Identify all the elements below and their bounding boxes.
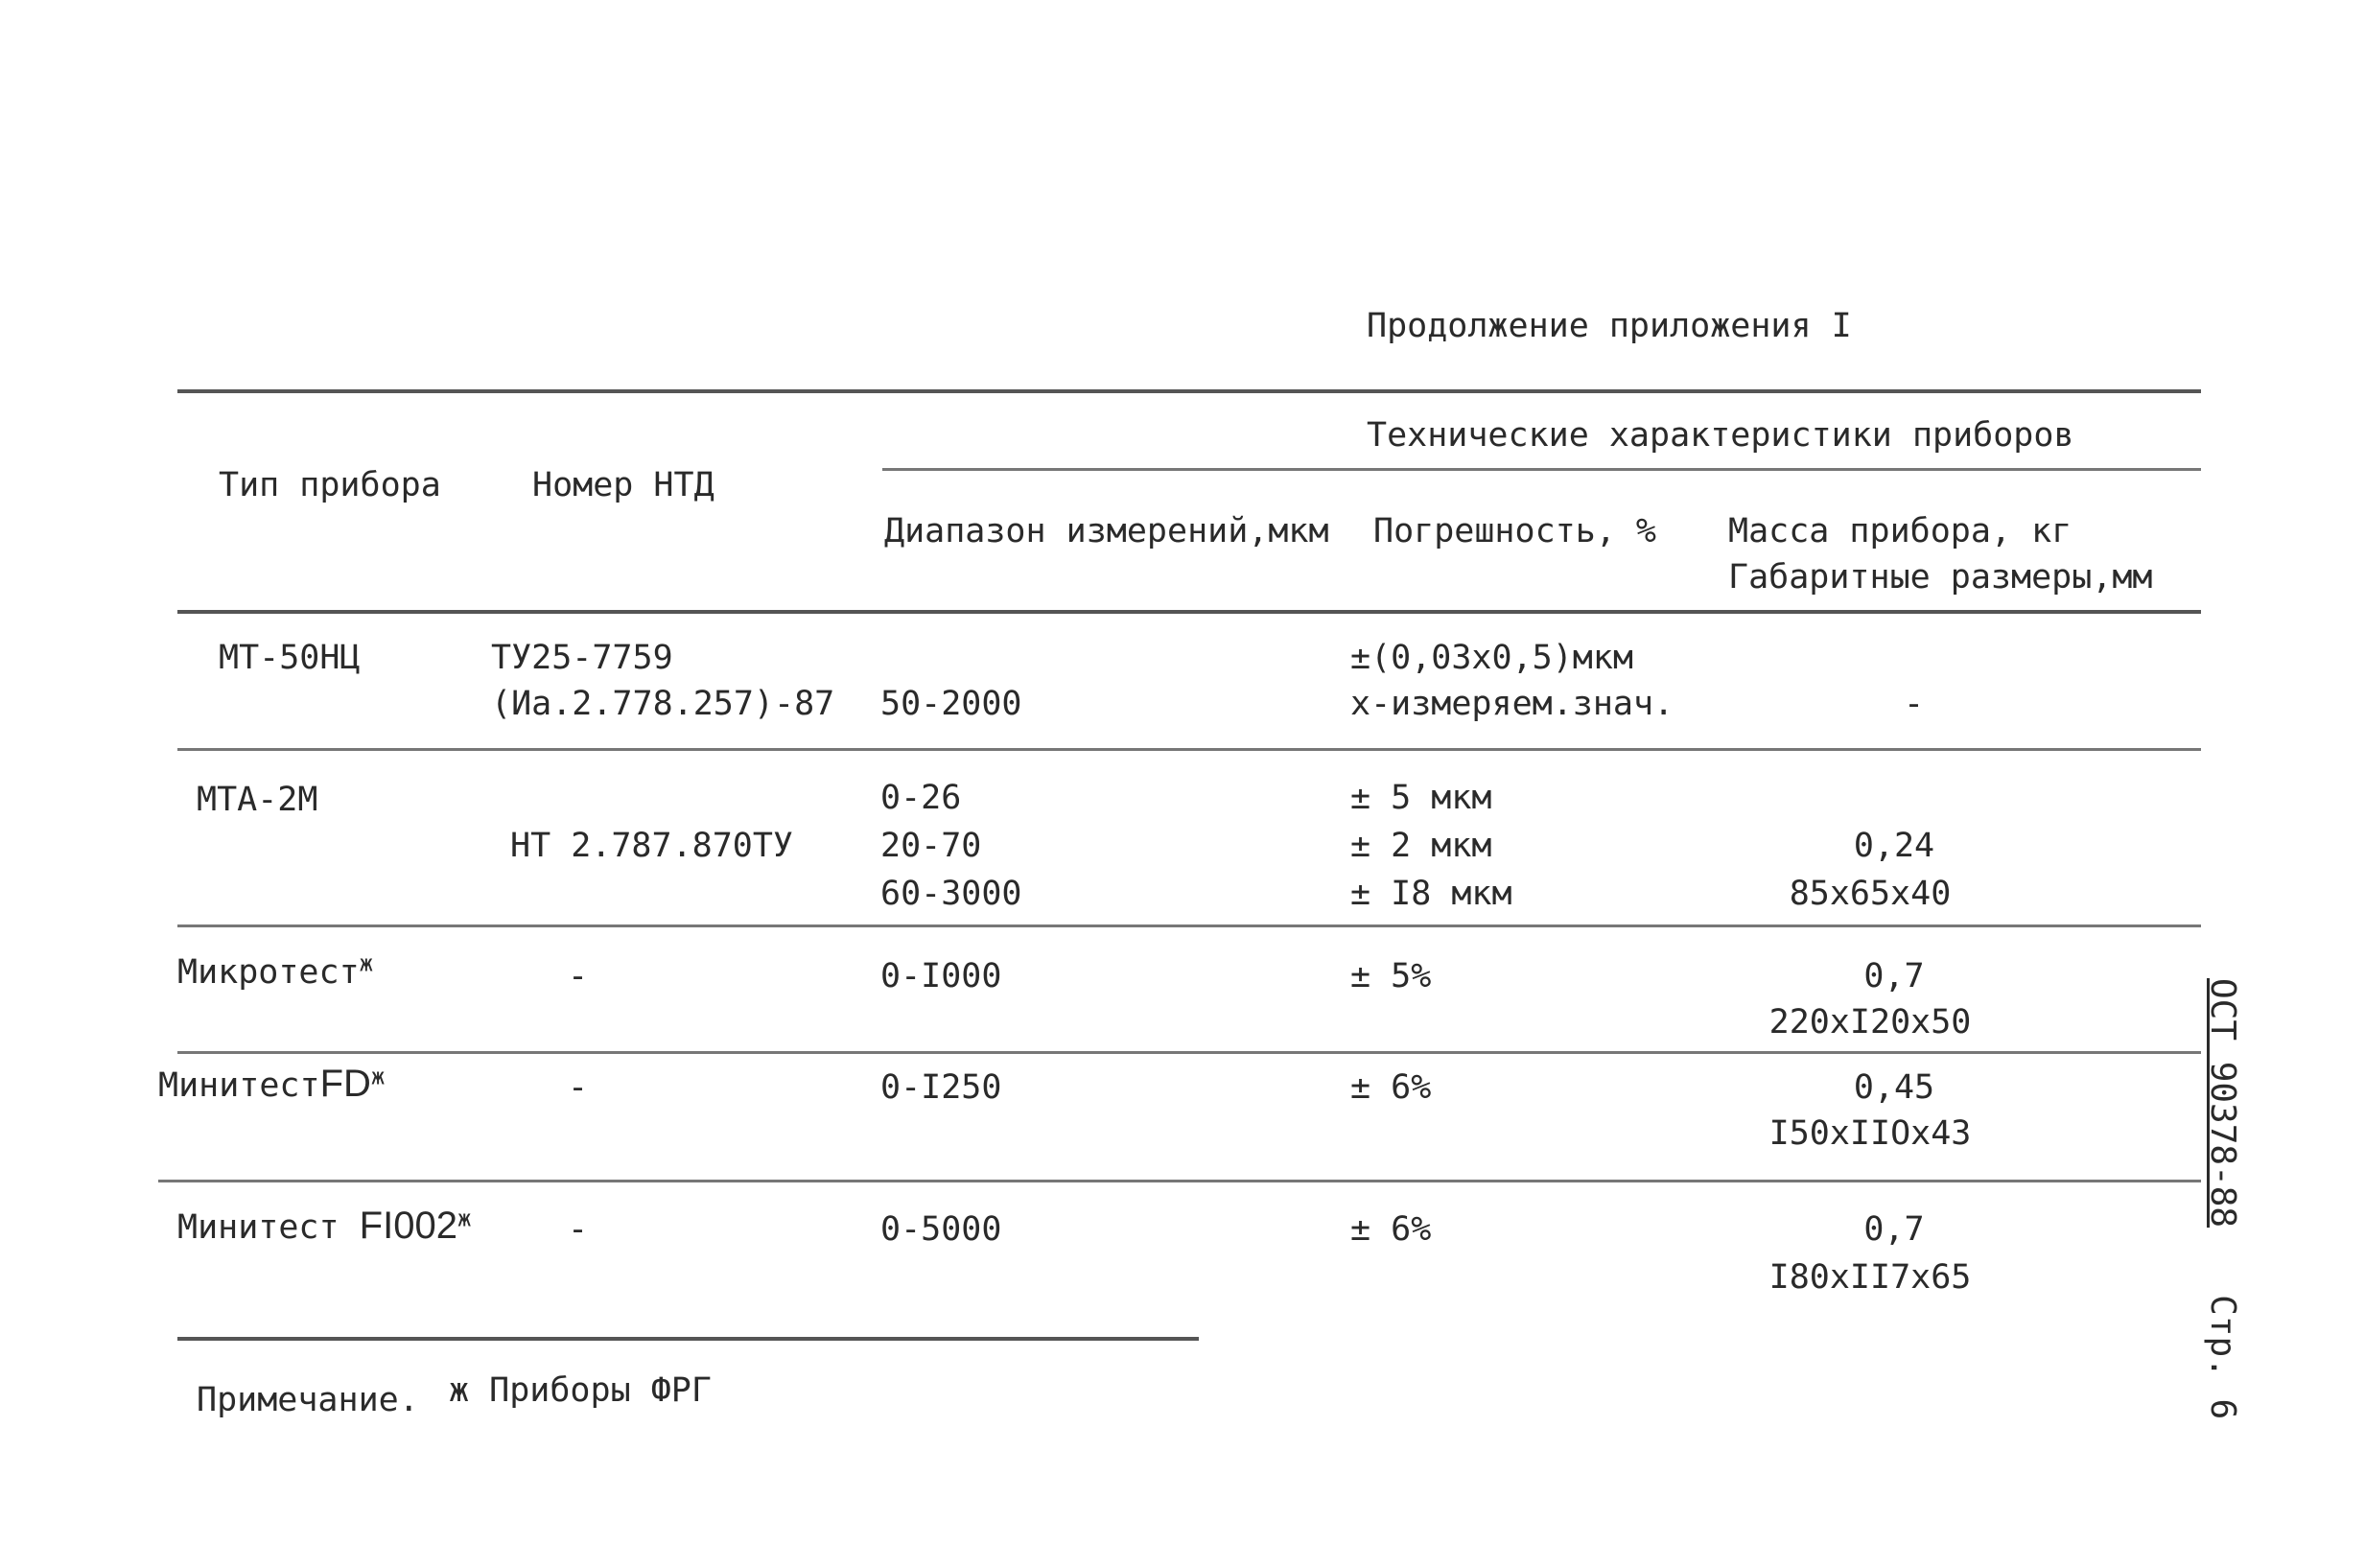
- row-2-error-2: ± 2 мкм: [1350, 827, 1492, 865]
- note-text: ж Приборы ФРГ: [449, 1371, 712, 1410]
- header-error: Погрешность, %: [1373, 512, 1657, 550]
- row-3-error: ± 5%: [1350, 957, 1432, 995]
- row-4-type-text: Минитест: [158, 1066, 320, 1105]
- row-3-type-text: Микротест: [177, 953, 360, 992]
- row-3-ntd: -: [568, 957, 589, 995]
- row-2-range-2: 20-70: [880, 827, 982, 865]
- row-2-ntd: НТ 2.787.870ТУ: [510, 827, 794, 865]
- table-top-rule: [177, 389, 2201, 393]
- row-2-range-3: 60-3000: [880, 875, 1022, 913]
- header-dims: Габаритные размеры,мм: [1728, 558, 2153, 597]
- header-ntd: Номер НТД: [532, 466, 714, 504]
- row-5-ntd: -: [568, 1210, 589, 1249]
- row-1-error-2: х-измеряем.знач.: [1350, 685, 1674, 723]
- table-bottom-rule: [177, 1337, 1199, 1341]
- row-2-error-3: ± I8 мкм: [1350, 875, 1512, 913]
- row-4-type: [158, 1063, 385, 1107]
- row-5-error: ± 6%: [1350, 1210, 1432, 1249]
- row-3-range: 0-I000: [880, 957, 1002, 995]
- row-4-rule: [158, 1180, 2201, 1182]
- row-4-type-latin: FD: [319, 1063, 371, 1105]
- header-range: Диапазон измерений,мкм: [884, 512, 1329, 550]
- row-1-error-1: ±(0,03х0,5)мкм: [1350, 639, 1634, 677]
- row-5-type-latin: FI002: [359, 1205, 457, 1247]
- row-5-type: [177, 1205, 471, 1249]
- header-sub-rule: [882, 468, 2201, 471]
- row-5-range: 0-5000: [880, 1210, 1002, 1249]
- note-label: Примечание.: [197, 1381, 419, 1419]
- row-2-rule: [177, 924, 2201, 927]
- row-3-rule: [177, 1051, 2201, 1054]
- row-1-rule: [177, 748, 2201, 751]
- side-page-number: Стр. 6: [2203, 1295, 2242, 1420]
- row-4-range: 0-I250: [880, 1068, 1002, 1107]
- side-doc-number: ОСТ 90378-88: [2203, 978, 2242, 1229]
- row-3-dims: 220хI20х50: [1768, 1003, 1972, 1041]
- header-tech: Технические характеристики приборов: [1367, 416, 2074, 455]
- side-stamp: [2201, 978, 2243, 1419]
- row-1-ntd-2: (Иа.2.778.257)-87: [491, 685, 835, 723]
- header-mass: Масса прибора, кг: [1728, 512, 2072, 550]
- header-bottom-rule: [177, 610, 2201, 614]
- row-2-range-1: 0-26: [880, 779, 962, 817]
- row-2-error-1: ± 5 мкм: [1350, 779, 1492, 817]
- row-1-type: МТ-50НЦ: [219, 639, 361, 677]
- row-5-type-mark: ж: [457, 1205, 472, 1232]
- row-4-dims: I50хIIОх43: [1768, 1114, 1972, 1153]
- row-2-type: МТА-2М: [197, 781, 318, 819]
- row-4-mass: 0,45: [1853, 1068, 1935, 1107]
- row-2-dims: 85х65х40: [1789, 875, 1952, 913]
- row-4-type-mark: ж: [370, 1063, 386, 1090]
- row-3-mass: 0,7: [1863, 957, 1925, 995]
- continuation-label: Продолжение приложения I: [1367, 307, 1852, 345]
- header-type: Тип прибора: [219, 466, 441, 504]
- row-3-type-mark: ж: [359, 949, 374, 977]
- row-1-range: 50-2000: [880, 685, 1022, 723]
- row-5-type-text: Минитест: [177, 1208, 340, 1247]
- row-2-mass: 0,24: [1853, 827, 1935, 865]
- row-4-error: ± 6%: [1350, 1068, 1432, 1107]
- row-1-mass: -: [1904, 685, 1925, 723]
- row-3-type: [177, 951, 373, 994]
- row-4-ntd: -: [568, 1068, 589, 1107]
- row-5-mass: 0,7: [1863, 1210, 1925, 1249]
- row-1-ntd-1: ТУ25-7759: [491, 639, 673, 677]
- row-5-dims: I80хII7х65: [1768, 1258, 1972, 1297]
